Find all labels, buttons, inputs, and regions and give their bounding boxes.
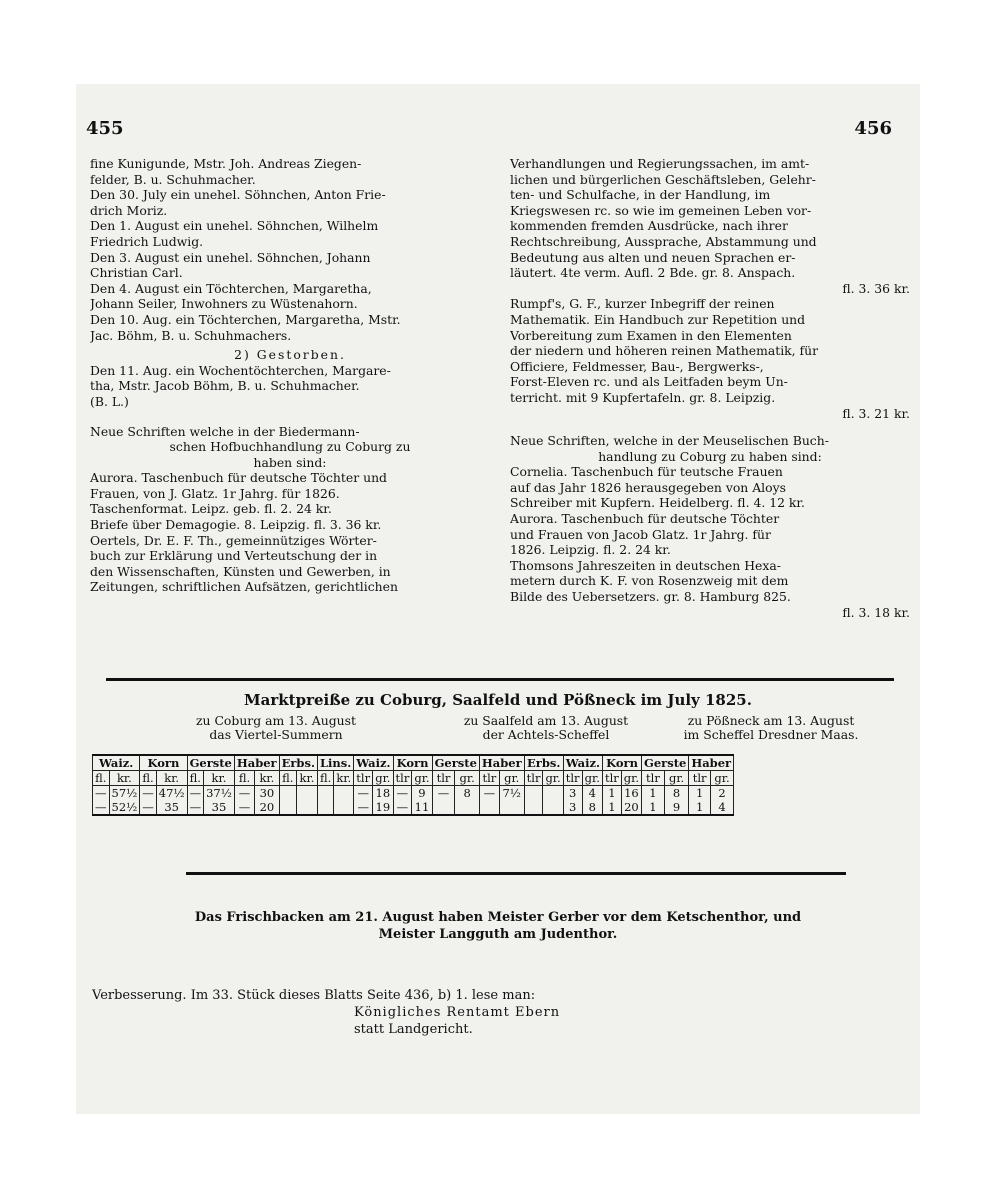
price-cell	[543, 786, 563, 801]
price-cell: —	[187, 786, 204, 801]
notice-line: Das Frischbacken am 21. August haben Meister Gerber vor dem Ketschenthor, und	[194, 910, 802, 925]
unit-cell: tlr	[642, 771, 665, 786]
books-heading-line: Neue Schriften welche in der Biedermann-	[90, 423, 360, 439]
price-cell	[455, 800, 480, 815]
baking-notice	[76, 909, 920, 943]
price-cell: 18	[373, 786, 393, 801]
text-line: ten- und Schulfache, in der Handlung, im	[510, 187, 771, 203]
price-cell: 1	[602, 786, 621, 801]
books-heading-line: schen Hofbuchhandlung zu Coburg zu	[169, 439, 411, 455]
heading-line: zu Pößneck am 13. August	[687, 713, 855, 728]
price-cell: —	[234, 800, 254, 815]
text-line: der niedern und höheren reinen Mathematik, für	[510, 343, 819, 359]
unit-cell: gr.	[373, 771, 393, 786]
page-number-left: 455	[86, 118, 124, 139]
text-line: kommenden fremden Ausdrücke, nach ihrer	[510, 218, 788, 234]
books-heading-line: Neue Schriften, welche in der Meuselischen Buch-	[510, 433, 829, 449]
price-cell: 30	[255, 786, 279, 801]
grain-header: Gerste	[642, 755, 689, 771]
grain-header: Waiz.	[93, 755, 140, 771]
book-line: Aurora. Taschenbuch für deutsche Töchter	[510, 511, 780, 527]
text-line: lichen und bürgerlichen Geschäftsleben, Gelehr-	[510, 171, 816, 187]
page-number-right: 456	[854, 118, 892, 139]
unit-cell: kr.	[156, 771, 187, 786]
price-cell: —	[234, 786, 254, 801]
price-cell	[524, 786, 543, 801]
text-line: Den 11. Aug. ein Wochentöchterchen, Margare-	[90, 362, 391, 378]
grain-header: Erbs.	[279, 755, 317, 771]
unit-cell: tlr	[524, 771, 543, 786]
unit-cell: gr.	[499, 771, 524, 786]
unit-cell: kr.	[296, 771, 317, 786]
book-line: Aurora. Taschenbuch für deutsche Töchter und	[90, 470, 387, 486]
divider-rule	[106, 678, 894, 681]
text-line: Bedeutung aus alten und neuen Sprachen er-	[510, 249, 796, 265]
text-line: felder, B. u. Schuhmacher.	[90, 171, 256, 187]
correction-line: statt Landgericht.	[354, 1022, 473, 1037]
price-cell: 35	[156, 800, 187, 815]
grain-header-row	[93, 755, 734, 771]
unit-cell: fl.	[279, 771, 296, 786]
unit-cell: fl.	[187, 771, 204, 786]
price-cell: 37½	[204, 786, 235, 801]
unit-cell: tlr	[393, 771, 412, 786]
text-line: Den 1. August ein unehel. Söhnchen, Wilhelm	[90, 218, 379, 234]
unit-cell: gr.	[455, 771, 480, 786]
price-cell: 7½	[499, 786, 524, 801]
price-cell: —	[354, 800, 373, 815]
unit-cell: fl.	[140, 771, 157, 786]
price-cell: —	[354, 786, 373, 801]
price-cell	[524, 800, 543, 815]
unit-cell: tlr	[602, 771, 621, 786]
left-column	[90, 156, 490, 595]
correction-line: Königliches Rentamt Ebern	[354, 1005, 561, 1020]
text-line: Kriegswesen rc. so wie im gemeinen Leben vor-	[510, 202, 812, 218]
unit-header-row	[93, 771, 734, 786]
unit-cell: gr.	[710, 771, 733, 786]
heading-line: im Scheffel Dresdner Maas.	[683, 727, 859, 742]
grain-header: Lins.	[317, 755, 353, 771]
text-line: terricht. mit 9 Kupfertafeln. gr. 8. Leipzig.	[510, 389, 776, 405]
book-line: Zeitungen, schriftlichen Aufsätzen, gerichtlichen	[90, 579, 398, 595]
price-row	[93, 800, 734, 815]
price-cell: —	[93, 800, 110, 815]
price-cell: 20	[621, 800, 641, 815]
price-cell: 9	[664, 800, 689, 815]
price-cell: —	[187, 800, 204, 815]
grain-header: Gerste	[187, 755, 234, 771]
book-line: Oertels, Dr. E. F. Th., gemeinnütziges Wörter-	[90, 532, 377, 548]
price-row	[93, 786, 734, 801]
grain-header: Korn	[602, 755, 641, 771]
unit-cell: gr.	[664, 771, 689, 786]
unit-cell: tlr	[689, 771, 711, 786]
book-line: Cornelia. Taschenbuch für teutsche Frauen	[510, 464, 783, 480]
newspaper-page	[76, 84, 920, 1114]
text-line: Christian Carl.	[90, 265, 183, 281]
price-cell: —	[393, 800, 412, 815]
grain-header: Haber	[689, 755, 734, 771]
grain-header: Waiz.	[354, 755, 393, 771]
text-line: Den 3. August ein unehel. Söhnchen, Johann	[90, 249, 371, 265]
grain-header: Waiz.	[563, 755, 602, 771]
correction-notice	[92, 987, 560, 1038]
price-cell	[334, 800, 354, 815]
price-line: fl. 3. 36 kr.	[842, 280, 910, 296]
price-cell	[432, 800, 455, 815]
text-line: Jac. Böhm, B. u. Schuhmachers.	[90, 327, 292, 343]
text-line: Officiere, Feldmesser, Bau-, Bergwerks-,	[510, 358, 764, 374]
unit-cell: fl.	[317, 771, 333, 786]
unit-cell: kr.	[334, 771, 354, 786]
price-cell: 8	[582, 800, 602, 815]
saalfeld-heading	[426, 714, 666, 742]
poessneck-heading	[656, 714, 886, 742]
text-line: läutert. 4te verm. Aufl. 2 Bde. gr. 8. Anspach.	[510, 265, 796, 281]
books-heading-line: handlung zu Coburg zu haben sind:	[598, 448, 822, 464]
book-line: auf das Jahr 1826 herausgegeben von Aloys	[510, 479, 786, 495]
text-line: Rechtschreibung, Aussprache, Abstammung und	[510, 233, 817, 249]
book-line: Taschenformat. Leipz. geb. fl. 2. 24 kr.	[90, 501, 332, 517]
price-cell: 19	[373, 800, 393, 815]
text-line: Mathematik. Ein Handbuch zur Repetition und	[510, 311, 806, 327]
text-line: Forst-Eleven rc. und als Leitfaden beym Un-	[510, 374, 788, 390]
price-cell	[317, 800, 333, 815]
book-line: Thomsons Jahreszeiten in deutschen Hexa-	[510, 557, 781, 573]
text-line: drich Moriz.	[90, 202, 168, 218]
heading-line: zu Coburg am 13. August	[196, 713, 356, 728]
price-cell: 4	[582, 786, 602, 801]
price-cell	[334, 786, 354, 801]
notice-line: Meister Langguth am Judenthor.	[378, 927, 618, 942]
price-cell: 52½	[109, 800, 140, 815]
text-line: Johann Seiler, Inwohners zu Wüstenahorn.	[90, 296, 358, 312]
text-line: fine Kunigunde, Mstr. Joh. Andreas Ziegen-	[90, 156, 362, 171]
books-heading-line: haben sind:	[253, 454, 327, 470]
unit-cell: gr.	[543, 771, 563, 786]
price-cell: 3	[563, 786, 582, 801]
book-line: Bilde des Uebersetzers. gr. 8. Hamburg 825.	[510, 589, 791, 605]
unit-cell: gr.	[412, 771, 432, 786]
price-cell	[296, 786, 317, 801]
text-line: Den 10. Aug. ein Töchterchen, Margaretha, Mstr.	[90, 311, 401, 327]
grain-header: Korn	[140, 755, 187, 771]
price-line: fl. 3. 21 kr.	[842, 405, 910, 421]
heading-line: das Viertel-Summern	[209, 727, 343, 742]
book-line: buch zur Erklärung und Verteutschung der in	[90, 548, 378, 564]
price-cell: 1	[642, 800, 665, 815]
unit-cell: gr.	[582, 771, 602, 786]
price-cell: 8	[455, 786, 480, 801]
divider-rule	[186, 872, 846, 875]
text-line: Vorbereitung zum Examen in den Elementen	[510, 327, 792, 343]
price-cell: 3	[563, 800, 582, 815]
unit-cell: kr.	[109, 771, 140, 786]
price-cell	[543, 800, 563, 815]
price-cell: —	[140, 786, 157, 801]
coburg-heading	[116, 714, 436, 742]
heading-line: der Achtels-Scheffel	[482, 727, 610, 742]
price-cell	[499, 800, 524, 815]
price-cell: —	[93, 786, 110, 801]
text-line: Friedrich Ludwig.	[90, 233, 204, 249]
heading-line: zu Saalfeld am 13. August	[463, 713, 629, 728]
text-line: Verhandlungen und Regierungssachen, im amt-	[510, 156, 810, 171]
text-line: Den 4. August ein Töchterchen, Margaretha,	[90, 280, 372, 296]
book-line: und Frauen von Jacob Glatz. 1r Jahrg. für	[510, 526, 771, 542]
text-line: Den 30. July ein unehel. Söhnchen, Anton Frie-	[90, 187, 386, 203]
price-cell: 1	[642, 786, 665, 801]
price-cell	[317, 786, 333, 801]
price-cell: —	[393, 786, 412, 801]
book-line: den Wissenschaften, Künsten und Gewerben, in	[90, 563, 391, 579]
price-cell: 2	[710, 786, 733, 801]
text-line: (B. L.)	[90, 393, 129, 409]
book-line: Frauen, von J. Glatz. 1r Jahrg. für 1826.	[90, 485, 340, 501]
price-cell: 11	[412, 800, 432, 815]
unit-cell: fl.	[234, 771, 254, 786]
right-column	[510, 156, 910, 620]
price-cell: 4	[710, 800, 733, 815]
grain-header: Erbs.	[524, 755, 563, 771]
section-heading: 2) Gestorben.	[234, 347, 346, 363]
price-cell: 1	[689, 786, 711, 801]
price-cell	[479, 800, 499, 815]
grain-header: Haber	[479, 755, 524, 771]
unit-cell: gr.	[621, 771, 641, 786]
text-line: Rumpf's, G. F., kurzer Inbegriff der reinen	[510, 296, 775, 312]
price-line: fl. 3. 18 kr.	[842, 604, 910, 620]
price-cell: 47½	[156, 786, 187, 801]
market-title: Marktpreiße zu Coburg, Saalfeld und Pößneck im July 1825.	[244, 691, 752, 709]
book-line: Schreiber mit Kupfern. Heidelberg. fl. 4. 12 kr.	[510, 495, 805, 511]
price-cell: 35	[204, 800, 235, 815]
price-cell: —	[140, 800, 157, 815]
price-cell: 9	[412, 786, 432, 801]
price-cell: —	[432, 786, 455, 801]
grain-header: Gerste	[432, 755, 479, 771]
price-cell: 20	[255, 800, 279, 815]
price-cell: 8	[664, 786, 689, 801]
price-cell: 16	[621, 786, 641, 801]
unit-cell: tlr	[563, 771, 582, 786]
text-line: tha, Mstr. Jacob Böhm, B. u. Schuhmacher.	[90, 378, 360, 394]
grain-header: Haber	[234, 755, 279, 771]
price-cell	[296, 800, 317, 815]
price-cell: —	[479, 786, 499, 801]
book-line: metern durch K. F. von Rosenzweig mit dem	[510, 573, 789, 589]
price-cell: 1	[602, 800, 621, 815]
market-price-table	[92, 754, 734, 816]
unit-cell: kr.	[204, 771, 235, 786]
unit-cell: tlr	[354, 771, 373, 786]
correction-line: Verbesserung. Im 33. Stück dieses Blatts Seite 436, b) 1. lese man:	[92, 988, 536, 1003]
unit-cell: tlr	[432, 771, 455, 786]
price-cell	[279, 786, 296, 801]
book-line: 1826. Leipzig. fl. 2. 24 kr.	[510, 542, 671, 558]
price-cell: 57½	[109, 786, 140, 801]
book-line: Briefe über Demagogie. 8. Leipzig. fl. 3. 36 kr.	[90, 517, 382, 533]
grain-header: Korn	[393, 755, 432, 771]
price-cell	[279, 800, 296, 815]
price-cell: 1	[689, 800, 711, 815]
unit-cell: tlr	[479, 771, 499, 786]
unit-cell: kr.	[255, 771, 279, 786]
unit-cell: fl.	[93, 771, 110, 786]
